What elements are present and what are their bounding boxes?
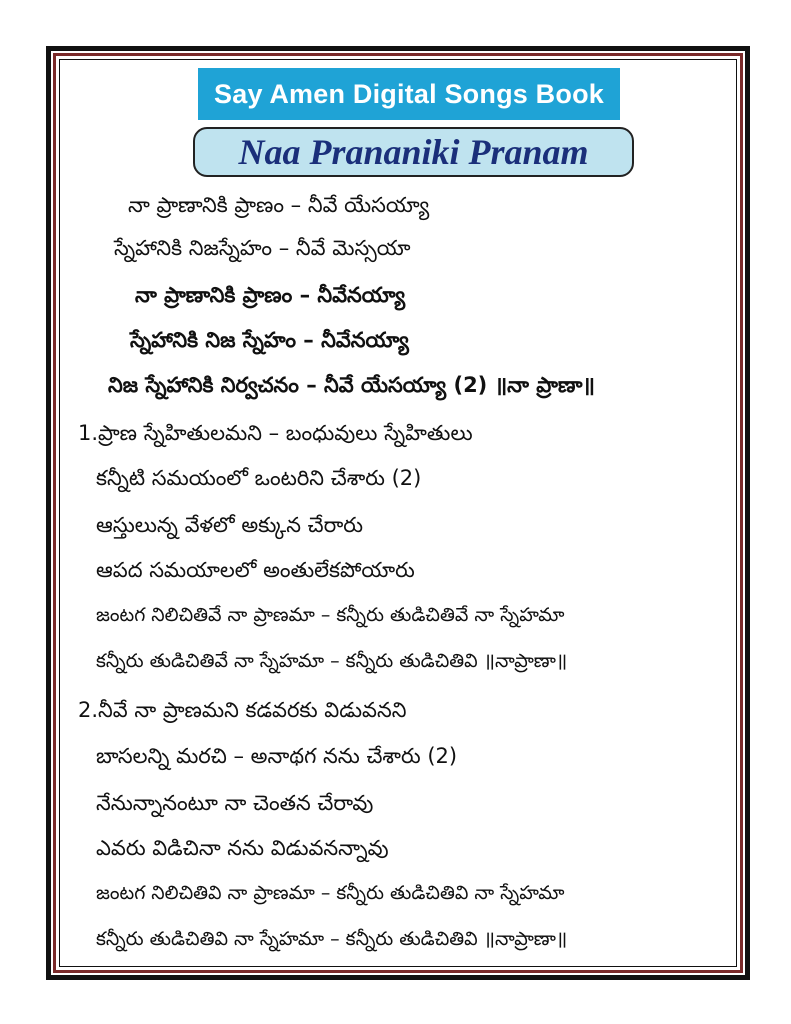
song-title-pill xyxy=(193,127,634,177)
pallavi-line: నా ప్రాణానికి ప్రాణం – నీవేనయ్యా xyxy=(135,283,406,307)
brand-banner-text: Say Amen Digital Songs Book xyxy=(214,78,604,109)
pallavi-line: నిజ స్నేహానికి నిర్వచనం – నీవే యేసయ్యా (2) ॥నా ప్రాణా॥ xyxy=(108,373,595,397)
stanza-2-line: 2.నీవే నా ప్రాణమని కడవరకు విడువనని xyxy=(78,698,407,722)
pallavi-line: నా ప్రాణానికి ప్రాణం – నీవే యేసయ్యా xyxy=(128,193,430,217)
stanza-2-line: బాసలన్ని మరచి – అనాథగ నను చేశారు (2) xyxy=(96,744,458,768)
stanza-2-line: ఎవరు విడిచినా నను విడువనన్నావు xyxy=(96,836,389,860)
song-title: Naa Prananiki Pranam xyxy=(238,132,589,172)
pallavi-line: స్నేహానికి నిజ స్నేహం – నీవేనయ్యా xyxy=(130,328,409,352)
stanza-2-line: కన్నీరు తుడిచితివి నా స్నేహమా – కన్నీరు తుడిచితివి ॥నాప్రాణా॥ xyxy=(96,928,568,950)
stanza-2-line: జంటగ నిలిచితివి నా ప్రాణమా – కన్నీరు తుడిచితివి నా స్నేహమా xyxy=(96,882,565,904)
stanza-1-line: జంటగ నిలిచితివే నా ప్రాణమా – కన్నీరు తుడిచితివే నా స్నేహమా xyxy=(96,604,565,626)
stanza-1-line: కన్నీటి సమయంలో ఒంటరిని చేశారు (2) xyxy=(96,466,422,490)
brand-banner xyxy=(198,68,620,120)
stanza-1-line: కన్నీరు తుడిచితివే నా స్నేహమా – కన్నీరు తుడిచితివి ॥నాప్రాణా॥ xyxy=(96,650,568,672)
stanza-1-line: ఆస్తులున్న వేళలో అక్కున చేరారు xyxy=(96,513,363,537)
stanza-1-line: ఆపద సమయాలలో అంతులేకపోయారు xyxy=(96,558,415,582)
stanza-1-line: 1.ప్రాణ స్నేహితులమని – బంధువులు స్నేహితులు xyxy=(78,421,473,445)
stanza-2-line: నేనున్నానంటూ నా చెంతన చేరావు xyxy=(96,791,374,815)
pallavi-line: స్నేహానికి నిజస్నేహం – నీవే మెస్సయా xyxy=(114,236,411,260)
